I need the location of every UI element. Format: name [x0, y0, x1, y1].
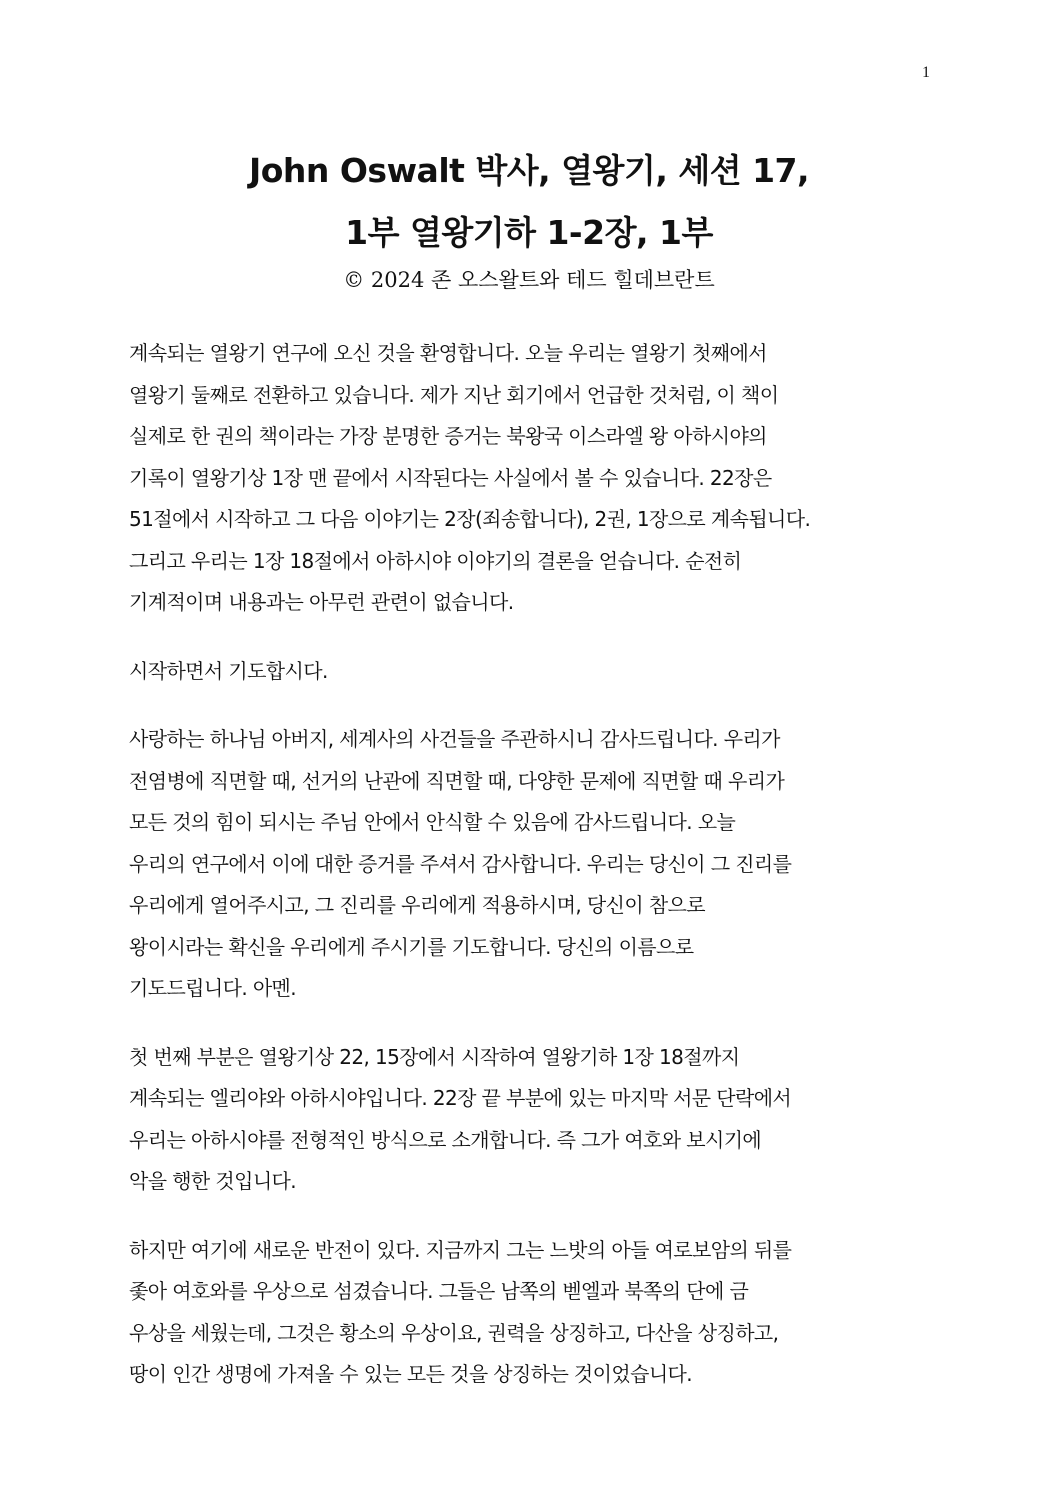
document-title-block [0, 140, 1058, 296]
text-line: 계속되는 열왕기 연구에 오신 것을 환영합니다. 오늘 우리는 열왕기 첫째에서 [129, 341, 767, 365]
text-line: 우리는 아하시야를 전형적인 방식으로 소개합니다. 즉 그가 여호와 보시기에 [129, 1127, 762, 1152]
text-line: 왕이시라는 확신을 우리에게 주시기를 기도합니다. 당신의 이름으로 [129, 934, 694, 959]
text-line: 땅이 인간 생명에 가져올 수 있는 모든 것을 상징하는 것이었습니다. [129, 1362, 693, 1386]
text-line: 기계적이며 내용과는 아무런 관련이 없습니다. [129, 590, 514, 614]
text-line: 하지만 여기에 새로운 반전이 있다. 지금까지 그는 느밧의 아들 여로보암의 뒤를 [129, 1237, 792, 1262]
text-line: 우상을 세웠는데, 그것은 황소의 우상이요, 권력을 상징하고, 다산을 상징하고, [129, 1320, 779, 1345]
text-line: 계속되는 엘리야와 아하시야입니다. 22장 끝 부분에 있는 마지막 서문 단락에서 [129, 1086, 792, 1110]
paragraph-prayer-intro [129, 651, 949, 693]
paragraph-elijah-ahaziah [129, 1037, 949, 1203]
paragraph-new-twist [129, 1230, 949, 1396]
text-line: 모든 것의 힘이 되시는 주님 안에서 안식할 수 있음에 감사드립니다. 오늘 [129, 810, 736, 834]
text-line: 51절에서 시작하고 그 다음 이야기는 2장(죄송합니다), 2권, 1장으로 계속됩니다. [129, 507, 811, 531]
document-title-line-1: John Oswalt 박사, 열왕기, 세션 17, [248, 151, 810, 190]
paragraph-prayer [129, 719, 949, 1010]
text-line: 첫 번째 부분은 열왕기상 22, 15장에서 시작하여 열왕기하 1장 18절까지 [129, 1044, 740, 1069]
text-line: 우리에게 열어주시고, 그 진리를 우리에게 적용하시며, 당신이 참으로 [129, 893, 705, 917]
text-line: 그리고 우리는 1장 18절에서 아하시야 이야기의 결론을 얻습니다. 순전히 [129, 548, 742, 573]
copyright-notice: © 2024 존 오스왈트와 테드 힐데브란트 [343, 268, 715, 292]
text-line: 기록이 열왕기상 1장 맨 끝에서 시작된다는 사실에서 볼 수 있습니다. 22장은 [129, 465, 772, 490]
text-line: 열왕기 둘째로 전환하고 있습니다. 제가 지난 회기에서 언급한 것처럼, 이 책이 [129, 382, 779, 407]
text-line: 시작하면서 기도합시다. [129, 658, 328, 683]
text-line: 기도드립니다. 아멘. [129, 976, 297, 1000]
text-line: 좇아 여호와를 우상으로 섬겼습니다. 그들은 남쪽의 벧엘과 북쪽의 단에 금 [129, 1279, 749, 1303]
text-line: 실제로 한 권의 책이라는 가장 분명한 증거는 북왕국 이스라엘 왕 아하시야의 [129, 424, 767, 448]
text-line: 악을 행한 것입니다. [129, 1169, 297, 1193]
text-line: 우리의 연구에서 이에 대한 증거를 주셔서 감사합니다. 우리는 당신이 그 진리를 [129, 851, 792, 876]
document-body [129, 333, 949, 1423]
text-line: 사랑하는 하나님 아버지, 세계사의 사건들을 주관하시니 감사드립니다. 우리가 [129, 727, 780, 751]
text-line: 전염병에 직면할 때, 선거의 난관에 직면할 때, 다양한 문제에 직면할 때 우리가 [129, 768, 785, 793]
page-number: 1 [922, 64, 930, 81]
document-title-line-2: 1부 열왕기하 1-2장, 1부 [345, 213, 713, 252]
paragraph-intro [129, 333, 949, 624]
